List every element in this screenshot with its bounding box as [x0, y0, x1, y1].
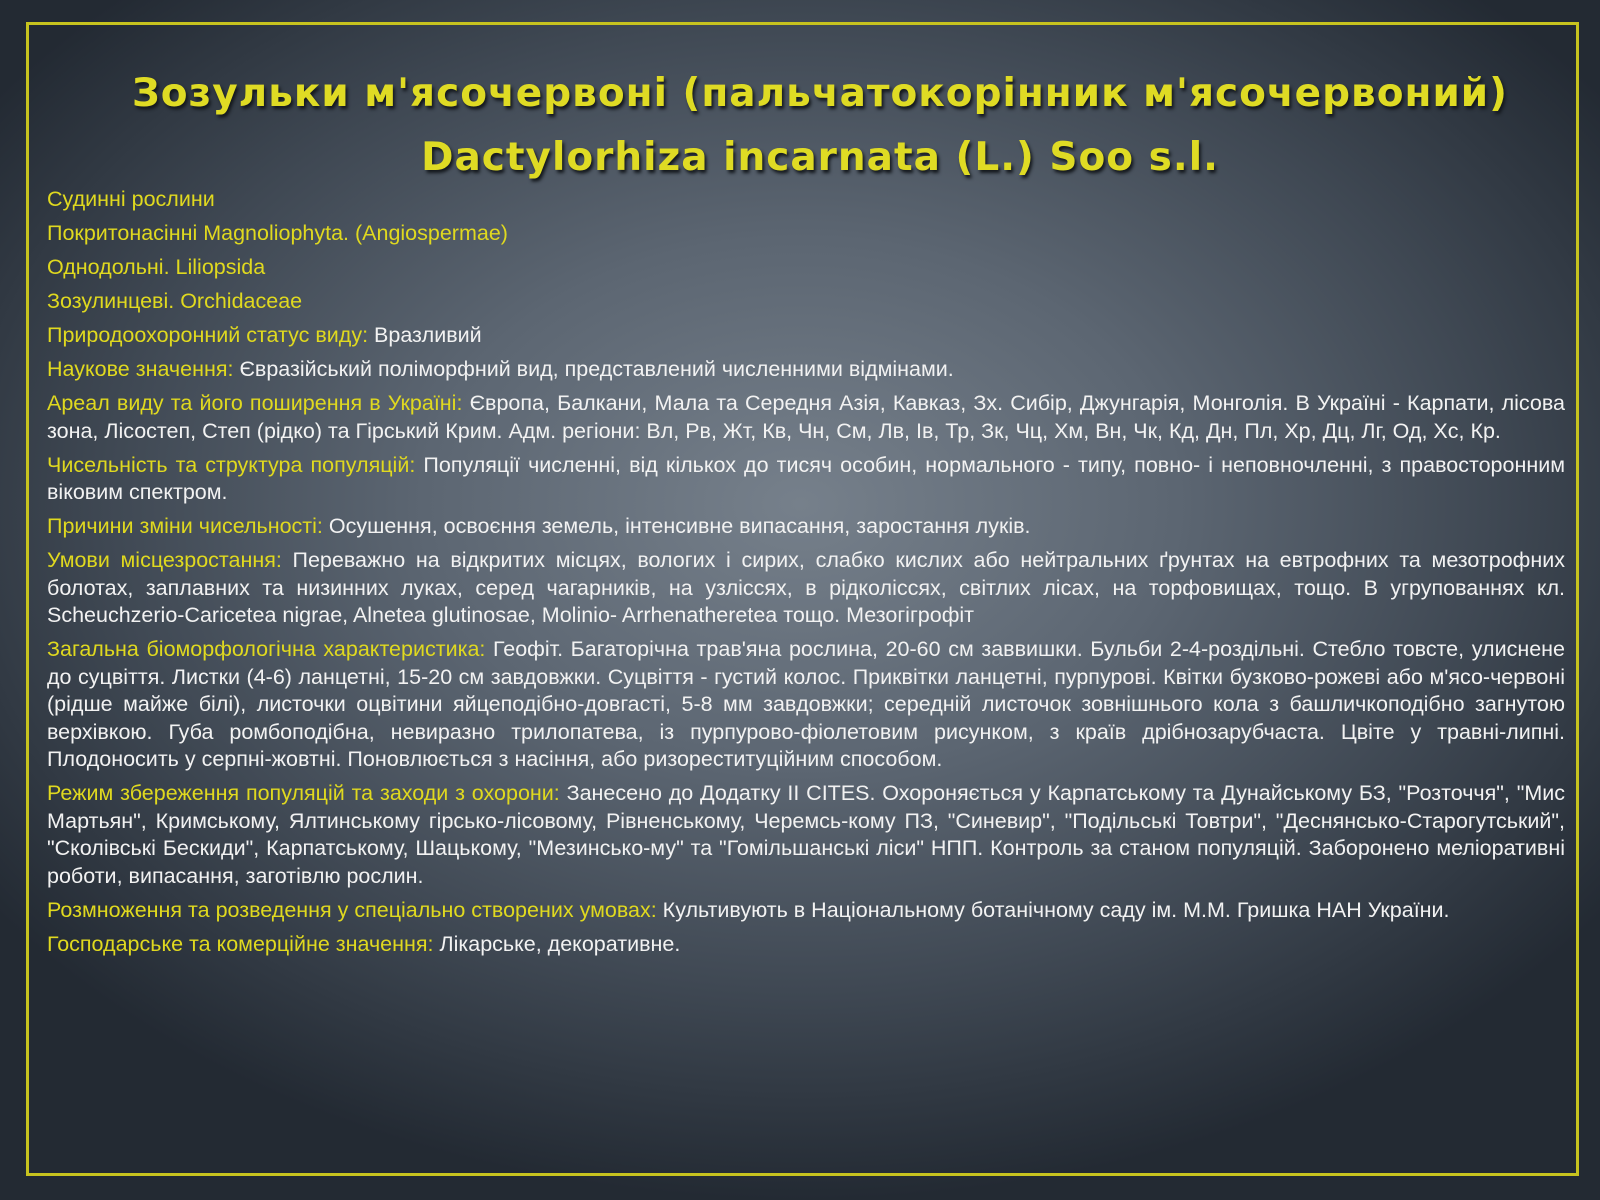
section-label: Чисельність та структура популяцій: — [47, 452, 416, 477]
taxonomy-class: Однодольні. Liliopsida — [47, 255, 266, 279]
section-label: Умови місцезростання: — [47, 548, 282, 572]
taxonomy-division: Покритонасінні Magnoliophyta. (Angiospermae) — [47, 221, 508, 245]
section-decline-causes — [47, 513, 1565, 541]
species-description — [47, 186, 1565, 965]
section-text: Переважно на відкритих місцях, вологих і сирих, слабко кислих або нейтральних ґрунтах на евтрофних та мезотрофних болотах, заплавних та низинних луках, серед чагарників, на узліссях, в рідколіссях, світлих лісах, на торфовищах, тощо. В угрупованнях кл. Scheuchzerio-Caricetea nigrae, Alnetea glutinosae, Molinio- Arrhenatheretea тощо. Мезогігрофіт — [47, 548, 1565, 627]
section-label: Режим збереження популяцій та заходи з охорони: — [47, 781, 560, 805]
taxonomy-division-group: Судинні рослини — [47, 187, 215, 211]
section-text: Європа, Балкани, Мала та Середня Азія, Кавказ, Зх. Сибір, Джунгарія, Монголія. В Україні - Карпати, лісова зона, Лісостеп, Степ (рідко) та Гірський Крим. Адм. регіони: Вл, Рв, Жт, Кв, Чн, См, Лв, Ів, Тр, Зк, Чц, Хм, Вн, Чк, Кд, Дн, Пл, Хр, Дц, Лг, Од, Хс, Кр. — [47, 391, 1565, 443]
taxonomy-family: Зозулинцеві. Orchidaceae — [47, 289, 303, 313]
section-label: Природоохоронний статус виду: — [47, 323, 369, 347]
section-text: Осушення, освоєння земель, інтенсивне випасання, заростання луків. — [328, 514, 1031, 538]
section-text: Популяції численні, від кількох до тисяч особин, нормального - типу, повно- і неповночленні, з правосторонним віковим спектром. — [47, 452, 1565, 504]
section-scientific-value — [47, 356, 1565, 384]
section-text: Лікарське, декоративне. — [439, 931, 681, 956]
section-habitat — [47, 547, 1565, 630]
section-text: Культивують в Національному ботанічному саду ім. М.М. Гришка НАН України. — [662, 897, 1450, 922]
section-population — [47, 452, 1565, 507]
section-text: Євразійський поліморфний вид, представлений численними відмінами. — [239, 357, 954, 381]
section-label: Загальна біоморфологічна характеристика: — [47, 637, 486, 661]
section-cultivation — [47, 897, 1565, 925]
section-text: Геофіт. Багаторічна трав'яна рослина, 20-60 см заввишки. Бульби 2-4-роздільні. Стебло товсте, улиснене до суцвіття. Листки (4-6) ланцетні, 15-20 см завдовжки. Суцвіття - густий колос. Приквітки ланцетні, пурпурові. Квітки бузково-рожеві або м'ясо-червоні (рідше майже білі), листочки оцвітини яйцеподібно-довгасті, 5-8 мм завдовжки; середній листочок зовнішнього кола з башличкоподібно загнутою верхівкою. Губа ромбоподібна, невиразно трилопатева, із пурпурово-фіолетовим рисунком, з країв дрібнозарубчаста. Цвіте у травні-липні. Плодоносить у серпні-жовтні. Поновлюється з насіння, або ризореституційним способом. — [47, 637, 1565, 771]
section-label: Наукове значення: — [47, 357, 234, 381]
section-text: Занесено до Додатку II CITES. Охороняється у Карпатському та Дунайському БЗ, "Розточчя", "Мис Мартьян", Кримському, Ялтинському гірсько-лісовому, Рівненському, Черемсь-кому ПЗ, "Синевир", "Подільські Товтри", "Деснянсько-Старогутський", "Сколівські Бескиди", Карпатському, Шацькому, "Мезинсько-му" та "Гомільшанські ліси" НПП. Контроль за станом популяцій. Заборонено меліоративні роботи, випасання, заготівлю рослин. — [47, 781, 1565, 888]
section-label: Причини зміни чисельності: — [47, 514, 323, 538]
section-conservation-status — [47, 322, 1565, 350]
section-label: Ареал виду та його поширення в Україні: — [47, 391, 463, 415]
section-label: Розмноження та розведення у спеціально створених умовах: — [47, 897, 657, 922]
slide-title — [70, 62, 1570, 190]
title-latin-name: Dactylorhiza incarnata (L.) Soo s.l. — [421, 135, 1219, 180]
section-morphology — [47, 636, 1565, 774]
section-text: Вразливий — [374, 323, 482, 347]
section-label: Господарське та комерційне значення: — [47, 931, 434, 956]
section-protection — [47, 780, 1565, 890]
title-common-name: Зозульки м'ясочервоні (пальчатокорінник м'ясочервоний) — [132, 71, 1508, 116]
section-range — [47, 390, 1565, 445]
section-economic-value — [47, 931, 1565, 959]
